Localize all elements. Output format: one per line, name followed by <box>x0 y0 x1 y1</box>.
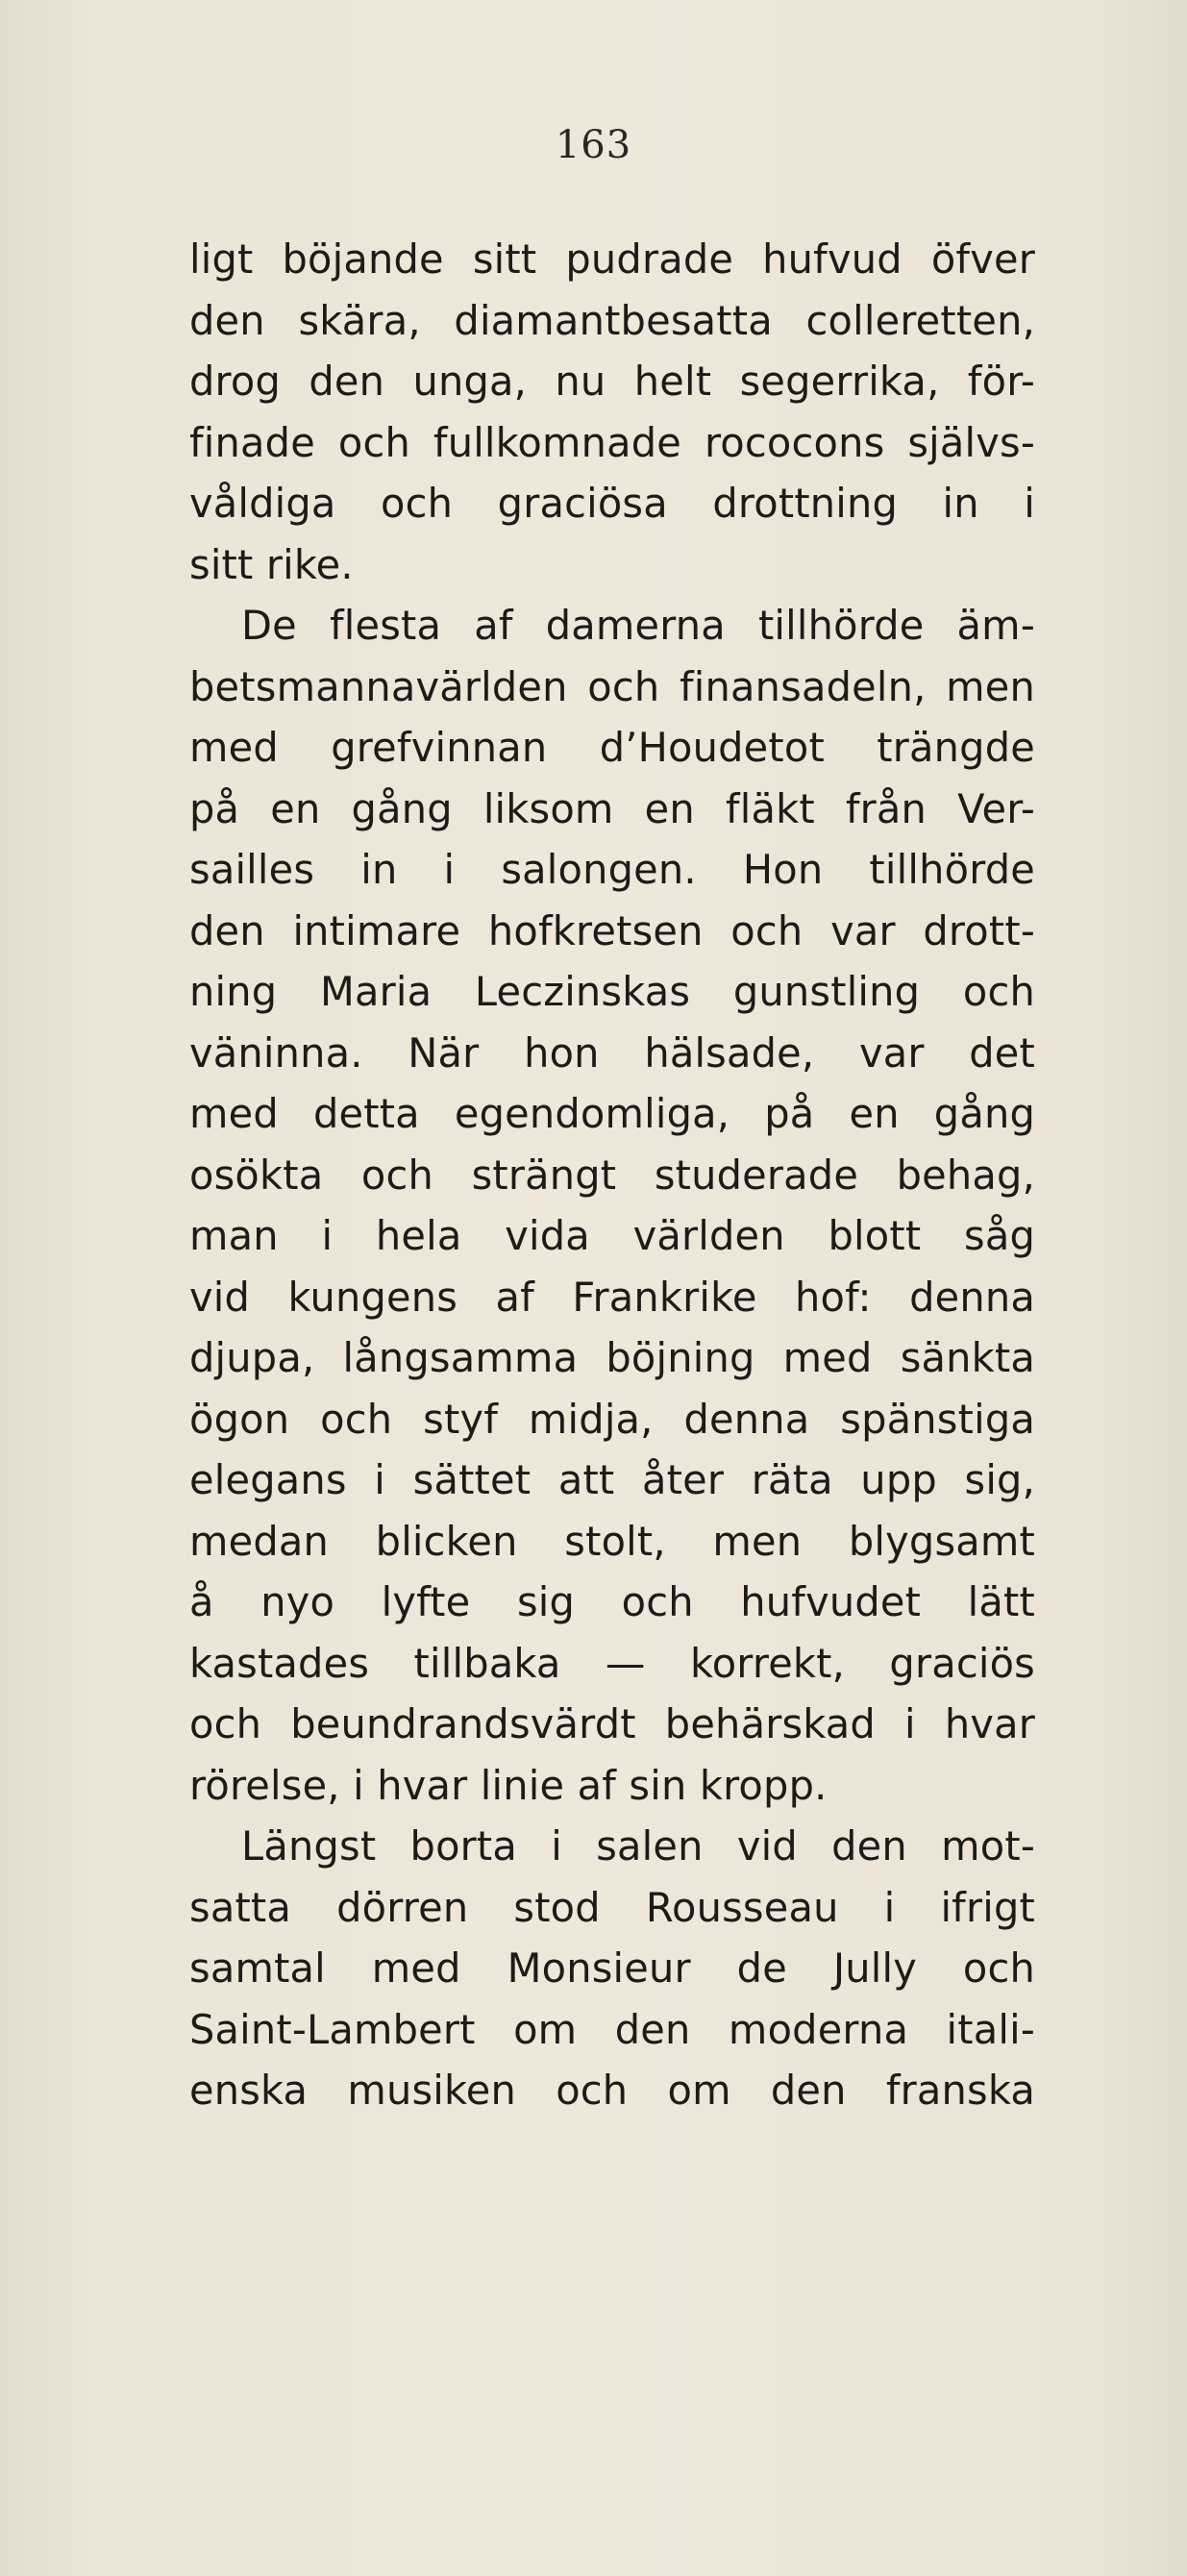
text-line: på en gång liksom en fläkt från Ver- <box>189 784 1035 832</box>
text-line: kastades tillbaka — korrekt, graciös <box>189 1639 1035 1687</box>
text-line: samtal med Monsieur de Jully och <box>189 1944 1035 1992</box>
text-line: rörelse, i hvar linie af sin kropp. <box>189 1761 828 1809</box>
text-line: finade och fullkomnade rococons självs- <box>189 418 1035 466</box>
text-line: enska musiken och om den franska <box>189 2067 1035 2114</box>
text-line: sailles in i salongen. Hon tillhörde <box>189 846 1035 893</box>
text-line: medan blicken stolt, men blygsamt <box>189 1517 1035 1565</box>
text-line: väninna. När hon hälsade, var det <box>189 1028 1035 1077</box>
text-line: djupa, långsamma böjning med sänkta <box>189 1334 1035 1381</box>
text-line: betsmannavärlden och finansadeln, men <box>189 662 1035 710</box>
text-line: den intimare hofkretsen och var drott- <box>189 906 1035 954</box>
text-line: Längst borta i salen vid den mot- <box>241 1822 1035 1870</box>
text-line: den skära, diamantbesatta colleretten, <box>189 296 1035 344</box>
text-line: elegans i sättet att åter räta upp sig, <box>189 1456 1035 1503</box>
text-line: ning Maria Leczinskas gunstling och <box>189 968 1035 1015</box>
text-line: vid kungens af Frankrike hof: denna <box>189 1273 1035 1321</box>
text-line: drog den unga, nu helt segerrika, för- <box>189 358 1035 405</box>
text-line: med grefvinnan d’Houdetot trängde <box>189 724 1035 771</box>
body-text <box>189 229 1035 2121</box>
text-line: med detta egendomliga, på en gång <box>189 1090 1035 1137</box>
text-line: ögon och styf midja, denna spänstiga <box>189 1395 1035 1443</box>
text-line: man i hela vida världen blott såg <box>189 1212 1035 1259</box>
text-line: De flesta af damerna tillhörde äm- <box>241 602 1035 649</box>
text-line: ligt böjande sitt pudrade hufvud öfver <box>189 235 1035 283</box>
text-line: å nyo lyfte sig och hufvudet lätt <box>189 1578 1035 1625</box>
page-number: 163 <box>555 123 632 167</box>
text-line: och beundrandsvärdt behärskad i hvar <box>189 1700 1035 1747</box>
text-line: Saint-Lambert om den moderna itali- <box>189 2005 1035 2053</box>
text-line: osökta och strängt studerade behag, <box>189 1151 1035 1199</box>
text-line: sitt rike. <box>189 540 354 588</box>
text-line: våldiga och graciösa drottning in i <box>189 480 1035 527</box>
text-line: satta dörren stod Rousseau i ifrigt <box>189 1883 1035 1931</box>
